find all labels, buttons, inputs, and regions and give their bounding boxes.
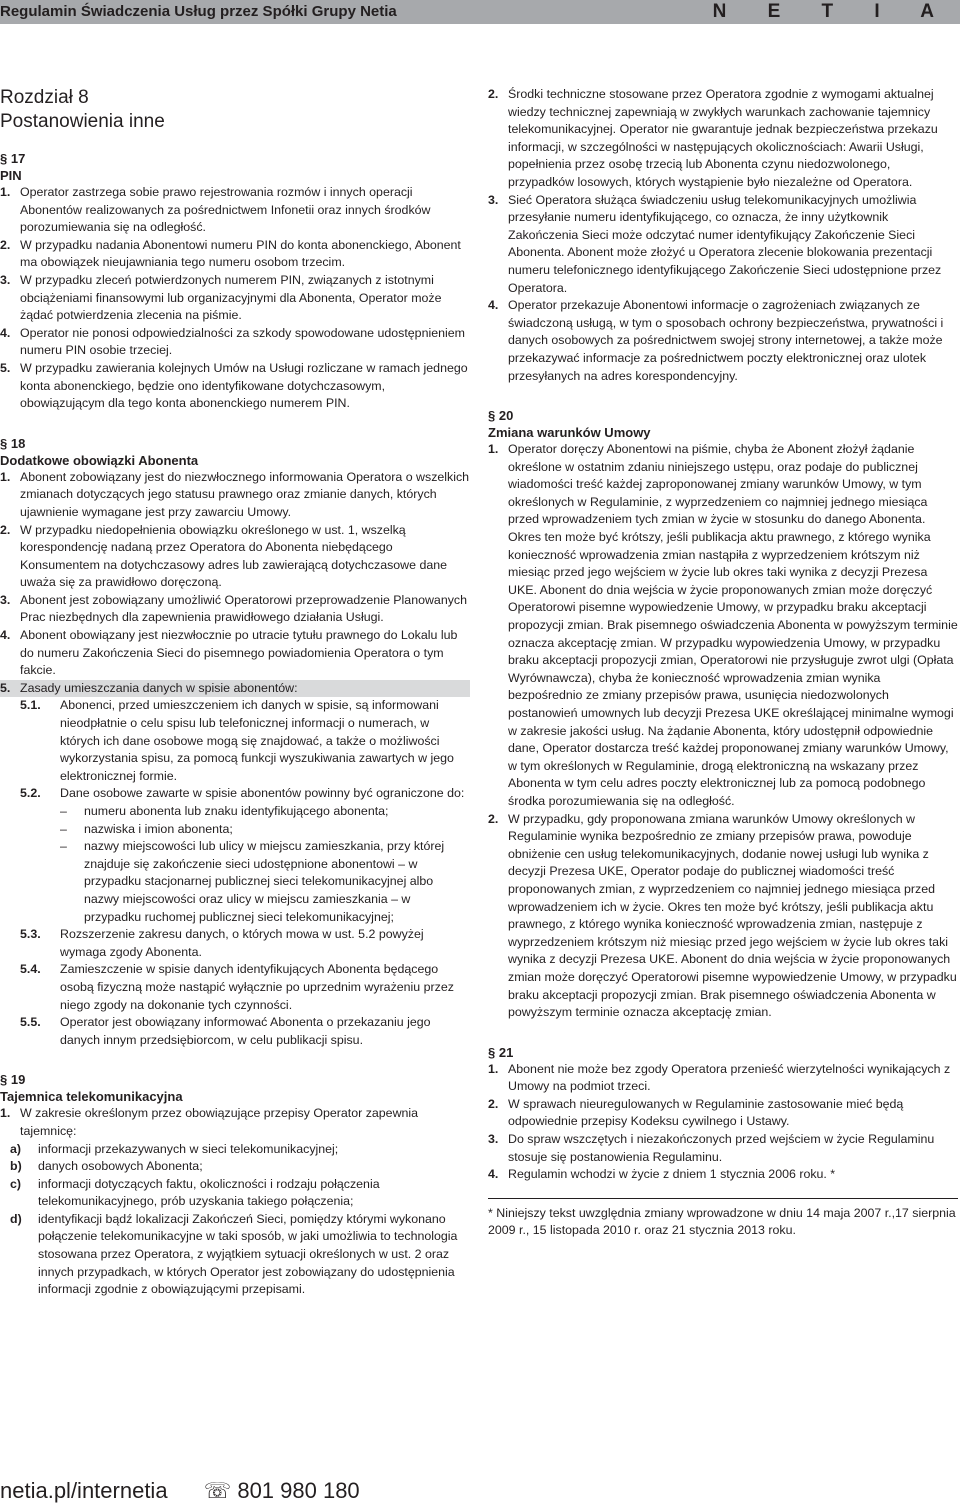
s18-paragraph-1: 1. Abonent zobowiązany jest do niezwłocznego informowania Operatora o wszelkich zmianach dotyczących jego statusu prawnego oraz zmianie danych, których ujawnienie wymagane jest przy zawarciu Umowy. xyxy=(0,469,470,519)
s20-paragraph-1: 1. Operator doręczy Abonentowi na piśmie, chyba że Abonent złożył żądanie określone w ostatnim zdaniu niniejszego ustępu, oraz podaje do publicznej wiadomości treść każdej zaproponowanej zmiany warunków Umowy, w tym określonych w Regulaminie, z wyprzedzeniem co najmniej jednego miesiąca przed wprowadzeniem tych zmian w życie w stosunku do danego Abonenta. Okres ten może być krótszy, jeśli publikacja aktu prawnego, z którego wynika konieczność wprowadzenia zmian nastąpiła z wyprzedzeniem krótszym niż miesiąc przed jego wejściem w życie lub okres taki wynika z decyzji Prezesa UKE. Abonent do dnia wejścia w życie proponowanych zmian może doręczyć Operatorowi pisemne wypowiedzenie Umowy, w przypadku braku akceptacji propozycji zmian. Brak pisemnego oświadczenia Abonenta w powyższym terminie oznacza akceptację zmian. W przypadku wypowiedzenia Umowy, w przypadku braku akceptacji propozycji zmian, Operatorowi nie przysługuje zwrot ulgi (Opłata Wyrównawcza), chyba że konieczność wprowadzenia zmian wynika bezpośrednio ze zmiany przepisów prawa, usunięcia niedozwolonych postanowień umownych lub decyzji Prezesa UKE określającej minimalne wymogi w zakresie jakości usług. Na żądanie Abonenta, który udostępnił odpowiednie dane, Operator dostarcza treść każdej proponowanej zmiany warunków Umowy, w tym określonych w Regulaminie, drogą elektroniczną na wskazany przez Abonenta w tym celu adres poczty elektronicznej lub za pomocą podobnego środka porozumiewania się na odległość. xyxy=(488,442,958,808)
s21-paragraph-2: 2. W sprawach nieuregulowanych w Regulaminie zastosowanie mieć będą odpowiednie przepisy Kodeksu cywilnego i Ustawy. xyxy=(488,1096,904,1129)
section-18-sign: § 18 xyxy=(0,435,26,451)
document-title: Regulamin Świadczenia Usług przez Spółki Grupy Netia xyxy=(0,3,397,20)
s19-item-c: c) informacji dotyczących faktu, okoliczności i rodzaju połączenia telekomunikacyjnego, prób uzyskania takiego połączenia; xyxy=(10,1176,380,1209)
s21-paragraph-3: 3. Do spraw wszczętych i niezakończonych przed wejściem w życie Regulaminu stosuje się postanowienia Regulaminu. xyxy=(488,1132,935,1164)
section-21-sign: § 21 xyxy=(488,1044,514,1060)
phone-number[interactable]: ☏ 801 980 180 xyxy=(203,1478,360,1503)
s17-paragraph-3: 3. W przypadku zleceń potwierdzonych numerem PIN, związanych z istotnymi obciążeniami finansowymi lub organizacyjnymi dla Abonenta, Operator może żądać potwierdzenia zlecenia na piśmie. xyxy=(0,272,442,323)
s19-item-a: a) informacji przekazywanych w sieci telekomunikacyjnej; xyxy=(10,1141,339,1156)
section-19-title: Tajemnica telekomunikacyjna xyxy=(0,1089,183,1105)
s18-paragraph-3: 3. Abonent jest zobowiązany umożliwić Operatorowi przeprowadzenie Planowanych Prac niezbędnych dla zapewnienia prawidłowego działania Usługi. xyxy=(0,592,467,625)
website-link[interactable]: netia.pl/internetia xyxy=(0,1478,168,1503)
right-column xyxy=(488,86,958,1240)
footer xyxy=(0,1478,360,1504)
s18-paragraph-4: 4. Abonent obowiązany jest niezwłocznie po utracie tytułu prawnego do Lokalu lub do numeru Zakończenia Sieci do pisemnego powiadomienia Operatora o tym fakcie. xyxy=(0,628,458,678)
s21-paragraph-4: 4. Regulamin wchodzi w życie z dniem 1 stycznia 2006 roku. * xyxy=(488,1167,836,1182)
chapter-number: Rozdział 8 xyxy=(0,87,89,108)
s17-paragraph-2: 2. W przypadku nadania Abonentowi numeru PIN do konta abonenckiego, Abonent ma obowiązek nieujawniania tego numeru osobom trzecim. xyxy=(0,237,461,270)
section-19-sign: § 19 xyxy=(0,1072,26,1088)
left-column xyxy=(0,86,470,1299)
footnote: * Niniejszy tekst uwzględnia zmiany wprowadzone w dniu 14 maja 2007 r.,17 sierpnia 2009 r., 15 listopada 2010 r. oraz 21 stycznia 2013 roku. xyxy=(488,1198,958,1240)
s18-subparagraph-5-2: 5.2. Dane osobowe zawarte w spisie abonentów powinny być ograniczone do: xyxy=(20,786,465,801)
s17-paragraph-5: 5. W przypadku zawierania kolejnych Umów na Usługi rozliczane w ramach jednego konta abonenckiego, będzie ono identyfikowane dotychczasowym, obowiązującym dla tego konta abonenckiego numerem PIN. xyxy=(0,360,468,411)
netia-logo: N E T I A xyxy=(712,1,952,22)
section-20-title: Zmiana warunków Umowy xyxy=(488,425,651,441)
s19-paragraph-2: 2. Środki techniczne stosowane przez Operatora zgodnie z wymogami aktualnej wiedzy technicznej zapewniają w zwykłych warunkach zachowanie tajemnicy telekomunikacyjnej. Operator nie gwarantuje jednak bezpieczeństwa przekazu informacji, w szczególności w następujących okolicznościach: Awarii Usługi, popełnienia przez osobę trzecią lub Abonenta czynu niedozwolonego, przypadków losowych, których wystąpienie było niezależne od Operatora. xyxy=(488,87,938,189)
section-18-title: Dodatkowe obowiązki Abonenta xyxy=(0,452,199,468)
s18-dash-item-1: – numeru abonenta lub znaku identyfikującego abonenta; xyxy=(60,804,389,818)
s18-paragraph-2: 2. W przypadku niedopełnienia obowiązku określonego w ust. 1, wszelką korespondencję nadaną przez Operatora do Abonenta niebędącego Konsumentem na dotychczasowy adres lub zawierającą dotychczasowe dane uważa się za prawidłowo doręczoną. xyxy=(0,522,448,590)
s19-paragraph-1: 1. W zakresie określonym przez obowiązujące przepisy Operator zapewnia tajemnicę: xyxy=(0,1106,419,1138)
s19-paragraph-3: 3. Sieć Operatora służąca świadczeniu usług telekomunikacyjnych umożliwia przesyłanie numeru identyfikującego, co oznacza, że inny użytkownik Zakończenia Sieci może odczytać numer identyfikujący Zakończenie Sieci Abonenta. Abonent może złożyć u Operatora zlecenie blokowania prezentacji numeru telefonicznego identyfikującego Zakończenie Sieci udostępnione przez Operatora. xyxy=(488,192,942,295)
s19-paragraph-4: 4. Operator przekazuje Abonentowi informacje o zagrożeniach związanych ze świadczoną usługą, w tym o sposobach ochrony bezpieczeństwa, prywatności i danych osobowych za pośrednictwem swojej strony internetowej, a także może przekazywać informacje za pośrednictwem poczty elektronicznej oraz ulotek przesyłanych na adres korespondencyjny. xyxy=(488,298,944,383)
s17-paragraph-4: 4. Operator nie ponosi odpowiedzialności za szkody spowodowane udostępnieniem numeru PIN osobie trzeciej. xyxy=(0,325,465,358)
section-17-title: PIN xyxy=(0,168,22,183)
s18-subparagraph-5-4: 5.4. Zamieszczenie w spisie danych identyfikujących Abonenta będącego osobą fizyczną może nastąpić wyłącznie po uprzednim wyrażeniu przez niego zgody na dokonanie tych czynności. xyxy=(20,962,454,1012)
s18-paragraph-5: 5. Zasady umieszczania danych w spisie abonentów: xyxy=(0,680,470,698)
s19-item-d: d) identyfikacji bądź lokalizacji Zakończeń Sieci, pomiędzy którymi wykonano połączenie telekomunikacyjne w taki sposób, w jaki umożliwia to technologia stosowana przez Operatora, z wyjątkiem sytuacji określonych w ust. 2 oraz innych przypadkach, w których Operator jest zobowiązany do udostępnienia informacji zgodnie z obowiązującymi przepisami. xyxy=(10,1211,458,1297)
section-17-sign: § 17 xyxy=(0,151,26,166)
s19-item-b: b) danych osobowych Abonenta; xyxy=(10,1159,203,1174)
s18-subparagraph-5-1: 5.1. Abonenci, przed umieszczeniem ich danych w spisie, są informowani nieodpłatnie o celu spisu lub telefonicznej informacji o numerach, w których ich dane osobowe mogą się znajdować, a także o możliwości wykorzystania spisu, za pomocą funkcji wyszukiwania zawartych w jego elektronicznej formie. xyxy=(20,698,454,783)
chapter-title: Postanowienia inne xyxy=(0,111,165,132)
s17-paragraph-1: 1. Operator zastrzega sobie prawo rejestrowania rozmów i innych operacji Abonentów realizowanych za pośrednictwem Infonetii oraz innych środków porozumiewania się na odległość. xyxy=(0,185,431,235)
section-20-sign: § 20 xyxy=(488,408,514,424)
s20-paragraph-2: 2. W przypadku, gdy proponowana zmiana warunków Umowy określonych w Regulaminie wynika bezpośrednio ze zmiany przepisów prawa, powoduje obniżenie cen usług telekomunikacyjnych, dodanie nowej usługi lub wynika z decyzji Prezesa UKE, Operator podaje do publicznej wiadomości treść proponowanych zmian, z wyprzedzeniem co najmniej jednego miesiąca przed wprowadzeniem ich w życie. Okres ten może być krótszy, jeśli publikacja aktu prawnego, z którego wynika konieczność wprowadzenia zmian, następuje z wyprzedzeniem krótszym niż miesiąc przed jego wejściem w życie lub okres taki wynika z decyzji Prezesa UKE. Abonent do dnia wejścia w życie proponowanych zmian może doręczyć Operatorowi pisemne wypowiedzenie Umowy, w przypadku braku akceptacji propozycji zmian. Brak pisemnego oświadczenia Abonenta w powyższym terminie oznacza akceptację zmian. xyxy=(488,811,957,1020)
s18-dash-item-2: – nazwiska i imion abonenta; xyxy=(60,821,233,836)
s18-dash-item-3: – nazwy miejscowości lub ulicy w miejscu zamieszkania, przy której znajduje się zakończenie sieci udostępnione abonentowi – w przypadku stacjonarnej publicznej sieci telekomunikacyjnej albo nazwy miejscowości oraz ulicy w miejscu zamieszkania – w przypadku ruchomej publicznej sieci telekomunikacyjnej; xyxy=(60,839,445,924)
s18-subparagraph-5-3: 5.3. Rozszerzenie zakresu danych, o których mowa w ust. 5.2 powyżej wymaga zgody Abonenta. xyxy=(20,927,424,959)
s21-paragraph-1: 1. Abonent nie może bez zgody Operatora przenieść wierzytelności wynikających z Umowy na podmiot trzeci. xyxy=(488,1061,951,1094)
phone-icon: ☏ xyxy=(203,1478,232,1503)
s18-subparagraph-5-5: 5.5. Operator jest obowiązany informować Abonenta o przekazaniu jego danych innym przedsiębiorcom, w celu publikacji spisu. xyxy=(20,1015,431,1047)
header-bar xyxy=(0,0,960,24)
